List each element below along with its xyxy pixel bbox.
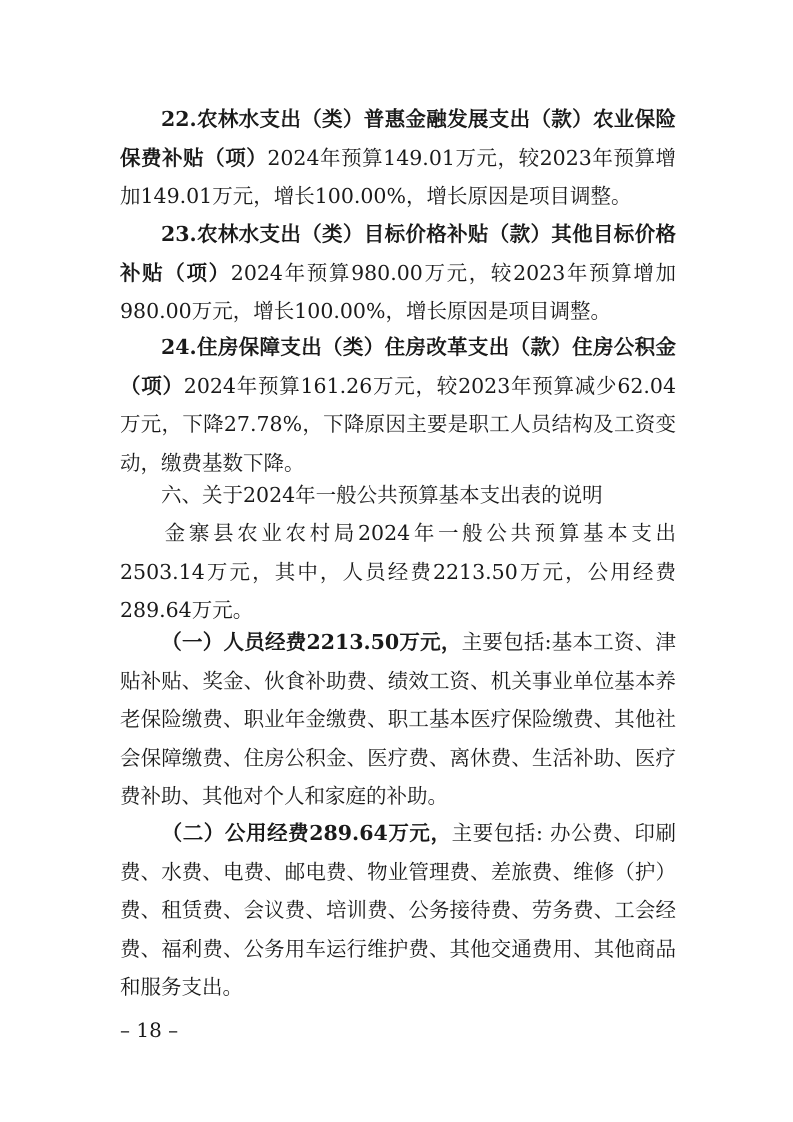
- public-expenses-body: 主要包括: 办公费、印刷费、水费、电费、邮电费、物业管理费、差旅费、维修（护）费、租赁费、会议费、培训费、公务接待费、劳务费、工会经费、福利费、公务用车运行维护费、其他交通费用、其他商品和服务支出。: [120, 821, 676, 999]
- section-6-heading: 六、关于2024年一般公共预算基本支出表的说明: [161, 483, 603, 507]
- public-expenses-paragraph: [120, 814, 676, 1007]
- paragraph-24-title: 24.住房保障支出（类）住房改革支出（款）住房公积金（项）: [120, 335, 676, 398]
- paragraph-23-body: 2024年预算980.00万元，较2023年预算增加980.00万元，增长100.00%，增长原因是项目调整。: [120, 260, 677, 323]
- page-number: – 18 –: [120, 1018, 179, 1042]
- paragraph-22-title: 22.农林水支出（类）普惠金融发展支出（款）农业保险保费补贴（项）: [120, 107, 676, 170]
- public-expenses-title: （二）公用经费289.64万元，: [161, 821, 452, 845]
- section-6-intro: [120, 514, 676, 630]
- paragraph-24-body: 2024年预算161.26万元，较2023年预算减少62.04万元，下降27.78%，下降原因主要是职工人员结构及工资变动，缴费基数下降。: [120, 373, 677, 475]
- section-6-intro-text: 金寨县农业农村局2024年一般公共预算基本支出2503.14万元，其中，人员经费2213.50万元，公用经费289.64万元。: [120, 521, 676, 622]
- personnel-expenses-body: 主要包括:基本工资、津贴补贴、奖金、伙食补助费、绩效工资、机关事业单位基本养老保险缴费、职业年金缴费、职工基本医疗保险缴费、其他社会保障缴费、住房公积金、医疗费、离休费、生活补助、医疗费补助、其他对个人和家庭的补助。: [120, 630, 676, 808]
- paragraph-23: [120, 215, 676, 331]
- personnel-expenses-title: （一）人员经费2213.50万元，: [161, 630, 462, 654]
- paragraph-24: [120, 328, 676, 482]
- paragraph-22: [120, 100, 676, 216]
- paragraph-22-body: 2024年预算149.01万元，较2023年预算增加149.01万元，增长100.00%，增长原因是项目调整。: [120, 145, 676, 208]
- paragraph-23-title: 23.农林水支出（类）目标价格补贴（款）其他目标价格补贴（项）: [120, 222, 676, 285]
- personnel-expenses-paragraph: [120, 623, 676, 816]
